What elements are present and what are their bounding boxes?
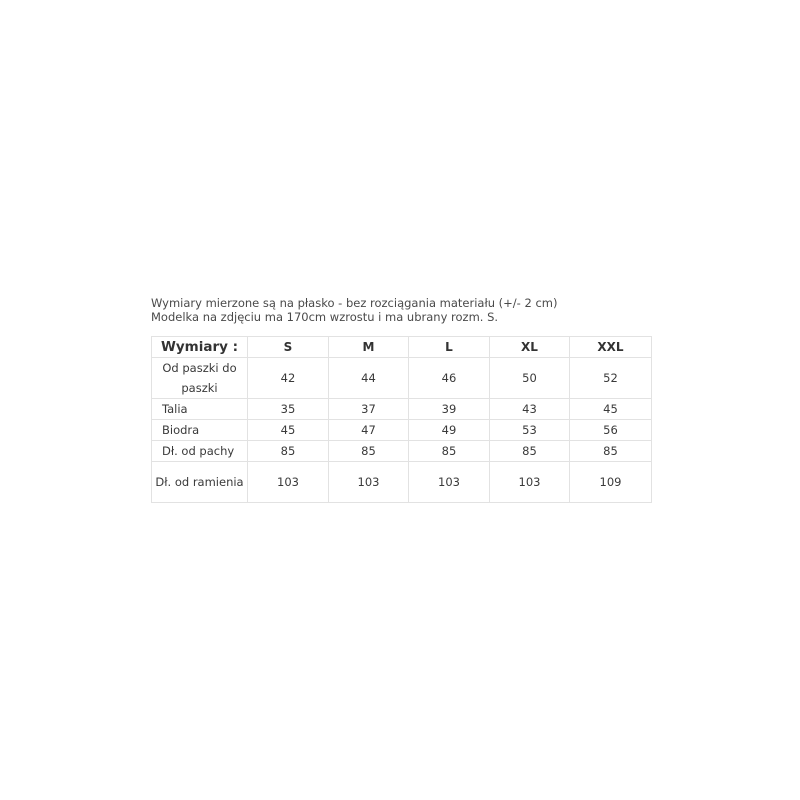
table-row	[152, 420, 652, 441]
size-header-m: M	[329, 337, 409, 358]
table-cell: 53	[490, 420, 570, 441]
note-measured-flat: Wymiary mierzone są na płasko - bez rozciągania materiału (+/- 2 cm)	[151, 296, 558, 310]
table-row	[152, 441, 652, 462]
row-label-armpit: Od paszki do paszki	[152, 358, 248, 399]
table-cell: 42	[248, 358, 329, 399]
row-label-hips: Biodra	[152, 420, 248, 441]
table-corner-label: Wymiary :	[152, 337, 248, 358]
table-cell: 85	[570, 441, 652, 462]
table-cell: 39	[409, 399, 490, 420]
table-cell: 35	[248, 399, 329, 420]
size-chart-table	[151, 336, 652, 503]
table-cell: 103	[409, 462, 490, 503]
size-header-xl: XL	[490, 337, 570, 358]
table-cell: 56	[570, 420, 652, 441]
table-cell: 49	[409, 420, 490, 441]
table-cell: 85	[409, 441, 490, 462]
table-cell: 109	[570, 462, 652, 503]
table-cell: 52	[570, 358, 652, 399]
table-cell: 103	[490, 462, 570, 503]
row-label-waist: Talia	[152, 399, 248, 420]
row-label-length-armpit: Dł. od pachy	[152, 441, 248, 462]
table-row	[152, 399, 652, 420]
table-cell: 44	[329, 358, 409, 399]
table-cell: 45	[248, 420, 329, 441]
table-cell: 85	[329, 441, 409, 462]
table-cell: 103	[248, 462, 329, 503]
table-cell: 45	[570, 399, 652, 420]
size-header-l: L	[409, 337, 490, 358]
table-cell: 47	[329, 420, 409, 441]
table-cell: 46	[409, 358, 490, 399]
table-cell: 85	[490, 441, 570, 462]
table-cell: 37	[329, 399, 409, 420]
table-header-row	[152, 337, 652, 358]
size-header-s: S	[248, 337, 329, 358]
table-cell: 43	[490, 399, 570, 420]
measurement-notes	[151, 296, 671, 324]
row-label-length-shoulder: Dł. od ramienia	[152, 462, 248, 503]
table-row	[152, 358, 652, 399]
table-row	[152, 462, 652, 503]
table-cell: 103	[329, 462, 409, 503]
size-header-xxl: XXL	[570, 337, 652, 358]
note-model-height: Modelka na zdjęciu ma 170cm wzrostu i ma ubrany rozm. S.	[151, 310, 499, 324]
table-cell: 85	[248, 441, 329, 462]
table-cell: 50	[490, 358, 570, 399]
